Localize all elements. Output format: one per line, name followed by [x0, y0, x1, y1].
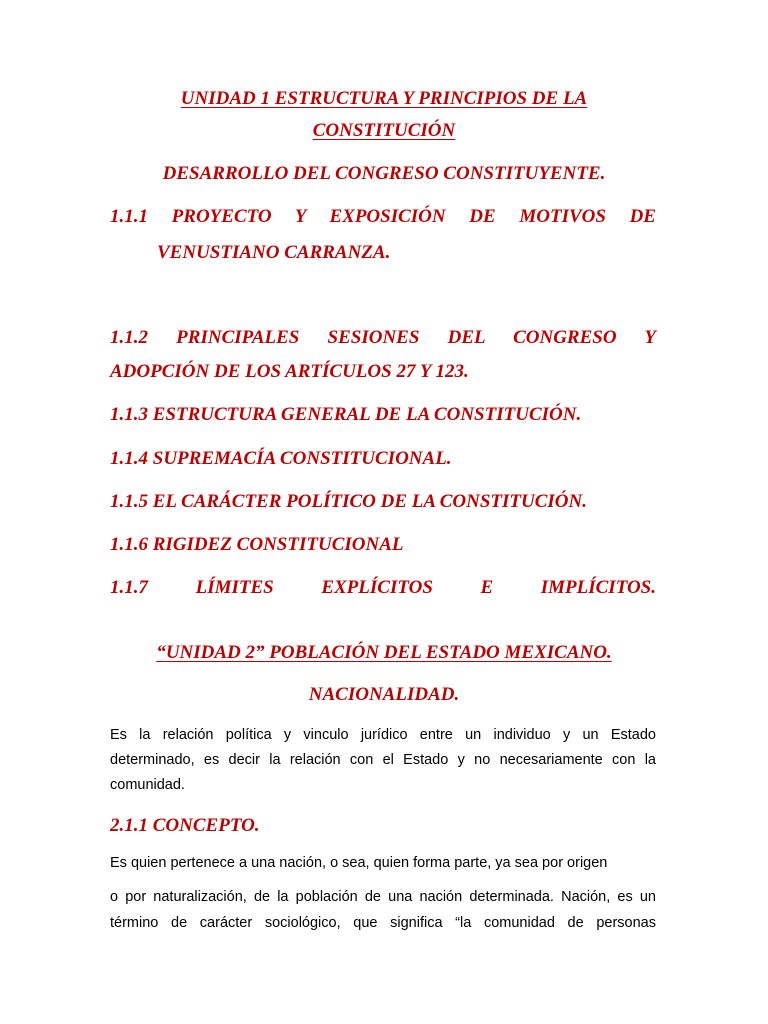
section-2-1-1: 2.1.1 CONCEPTO.: [110, 815, 260, 836]
section-1-1-2-line1: 1.1.2 PRINCIPALES SESIONES DEL CONGRESO Y: [110, 327, 656, 348]
concepto-paragraph-line2: o por naturalización, de la población de una nación determinada. Nación, es un: [110, 889, 656, 905]
concepto-paragraph-line1: Es quien pertenece a una nación, o sea, quien forma parte, ya sea por origen: [110, 855, 608, 871]
section-1-1-5: 1.1.5 EL CARÁCTER POLÍTICO DE LA CONSTITUCIÓN.: [110, 491, 588, 512]
nacionalidad-heading: NACIONALIDAD.: [308, 684, 460, 705]
section-1-1-2-line2: ADOPCIÓN DE LOS ARTÍCULOS 27 Y 123.: [110, 361, 469, 382]
concepto-paragraph-line3: término de carácter sociológico, que significa “la comunidad de personas: [110, 915, 656, 931]
section-1-1-3: 1.1.3 ESTRUCTURA GENERAL DE LA CONSTITUCIÓN.: [110, 404, 582, 425]
unidad1-title-line1: UNIDAD 1 ESTRUCTURA Y PRINCIPIOS DE LA: [180, 88, 588, 109]
unidad2-title: “UNIDAD 2” POBLACIÓN DEL ESTADO MEXICANO.: [156, 642, 612, 663]
nacionalidad-paragraph-line2: determinado, es decir la relación con el Estado y no necesariamente con la: [110, 752, 656, 768]
section-1-1-1-line1: 1.1.1 PROYECTO Y EXPOSICIÓN DE MOTIVOS DE: [110, 206, 656, 227]
section-1-1-4: 1.1.4 SUPREMACÍA CONSTITUCIONAL.: [110, 448, 452, 469]
section-1-1-6: 1.1.6 RIGIDEZ CONSTITUCIONAL: [110, 534, 404, 555]
section-1-1-1-line2: VENUSTIANO CARRANZA.: [157, 242, 391, 263]
desarrollo-heading: DESARROLLO DEL CONGRESO CONSTITUYENTE.: [162, 163, 606, 184]
nacionalidad-paragraph-line1: Es la relación política y vinculo jurídico entre un individuo y un Estado: [110, 727, 656, 743]
section-1-1-7: 1.1.7 LÍMITES EXPLÍCITOS E IMPLÍCITOS.: [110, 577, 656, 598]
unidad1-title-line2: CONSTITUCIÓN: [312, 120, 456, 141]
nacionalidad-paragraph-line3: comunidad.: [110, 777, 185, 793]
